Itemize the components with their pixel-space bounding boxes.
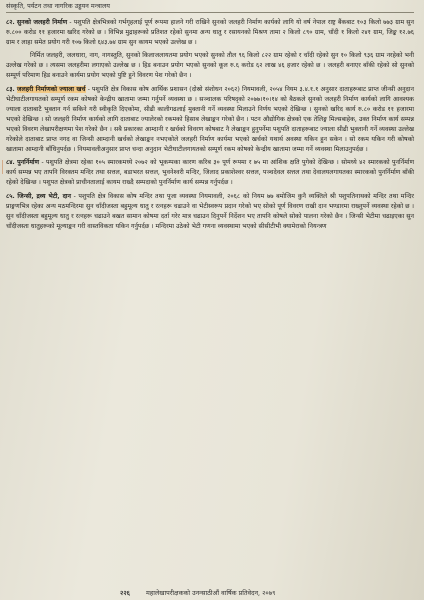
section-82-continued [6, 51, 414, 81]
section-82 [6, 18, 414, 48]
body-text [6, 18, 414, 235]
page-footer [120, 588, 404, 597]
section-number: ८३. [6, 85, 15, 93]
section-text: - पशुपति क्षेत्र विकास कोष आर्थिक प्रशासन (दोस्रो संशोधन २०६२) नियमावली, २०५४ नियम ३.४.१.१ अनुसार दाताहरूबाट प्राप्त जीन्सी अनुदान भेटीघाटीलगायतको सम्पूर्ण रकम कोषको केन्द्रीय खातामा जम्मा गर्नुपर्ने व्यवस्था छ । सञ्चालक परिषद्को २०७७।१०।१४ को बैठकले सुनको जलहरी निर्माण कार्यको लागि आवश्यक ज्याला दाताबाटै भुक्तान गर्न सकिने गरी स्वीकृति दिएकोमा, सीढी कालीगढलाई मुक्तानी गर्ने व्यवस्था मिलाउने निर्णय भएको देखिन्छ । सुनको खरिद कार्य रु.८० करोड ११ हजारमा भएको देखिन्छ । सो जलहरी निर्माण कार्यको लागि दाताबाट ज्यालेरको रकमको हिसाब लेखाङ्कन गरेको छैन । पटन औद्योगिक क्षेत्रको एक तेलिङ्ग मिल्सबाहेक, उक्त निर्माण कार्य सम्पन्न भएको विवरण लेखापरीक्षणमा पेश गरेको छैन । सबै प्रकारका आम्दानी र खर्चको विवरण कोषबाट नै लेखाङ्कन हुनुपर्नेमा पशुपति दाताहरूबाट ज्याला सीढी भुक्तानी गर्ने व्यवस्था उल्लेख गरेकोले दाताबाट प्राप्त नगद वा जिन्सी आम्दानी खर्चको लेखाङ्कन नभएकोले जलहरी निर्माण कार्यमा भएको खर्चको यथार्थ अवस्था यकिन हुन सकेन । सो रकम यकिन गरी कोषको खातामा आम्दानी बाँधिनुपर्दछ । नियमावलीअनुसार प्राप्त चन्दा अनुदान भेटीघाटीलगायतको सम्पूर्ण रकम कोषको केन्द्रीय खातामा जम्मा गर्ने व्यवस्था मिलाउनुपर्दछ । [6, 85, 414, 154]
section-text: - पशुपति क्षेत्रमा रहेका १०५ स्मारकमध्ये २०७२ को भूकम्पका कारण करिब ३० पूर्ण रूपमा र ७५ मा आंशिक क्षति पुगेको देखिन्छ । सोमध्ये ४२ स्मारकको पुनर्निर्माण कार्य सम्पन्न भए तापनि विरक्तम मन्दिर तथा सत्तल, बडाभरत सत्तल, भुवनेश्वरी मन्दिर, जिलाद प्रकाशेश्वर सत्तल, पञ्चदेवल सत्तल तथा देवालयलगायतका स्मारकको पुनर्निर्माण बाँकी रहेको देखिन्छ । पशुपत क्षेत्रको प्राचीनतालाई कायम राख्दै सम्पदाको पुनर्निर्माण कार्य सम्पन्न गर्नुपर्दछ । [6, 159, 414, 187]
section-text: - पशुपति क्षेत्रभित्रको गर्भगृहलाई पूर्ण रूपमा हालने गरी राखिने सुनको जलहरी निर्माण कार्यको लागि यो वर्ष नेपाल राष्ट्र बैंकबाट १०३ किलो ७७३ ग्राम सुन रु.८०० करोड ११ हजारमा खरिद गरेको छ । विभिन्न मुद्राहरूको प्रतिशत रहेको सुनमा अन्य धातु र रसायनको मिश्रण तामा २ किलो ८९० ग्राम, चाँदी १ किलो २४१ ग्राम, जिङ्क १२.७६ ग्राम र लाहा समेत प्रयोग गरी १०७ किलो ६४३.७४ ग्राम सुन कायम भएको उल्लेख छ । [6, 19, 414, 47]
section-number: ८२. [6, 19, 15, 26]
section-84 [6, 158, 414, 188]
running-head: संस्कृति, पर्यटन तथा नागरिक उड्डयन मन्त्रालय [6, 2, 414, 13]
section-text: निर्मित जलहरी, जलधारा, नाग, नागस्तुति, सुनको किलाजलायतमा प्रयोग भएको सुनको तौल ९६ किलो ८२२ ग्राम रहेको र चाँदी रहेको सुन १० किलो ९३६ ग्राम नरहेको भनी उल्लेख गरेको छ । त्यसमा जलहरीमा लगाएको उल्लेख छ । हिड बनाउन प्रयोग भएको सुनको कूल रु.६ करोड ६२ लाख ४६ हजार रहेको छ । जलहरी बनाएर बाँकी रहेको सो सुनको सम्पूर्ण परिमाण हिड बनाउने कार्यमा प्रयोग भएको पुष्टि हुने विवरण पेश गरेको छैन । [6, 52, 414, 80]
section-heading-highlighted: जलहरी निर्माणको ज्याला खर्च [16, 85, 86, 93]
section-number: ८४. [6, 159, 15, 167]
footer-title: महालेखापरीक्षकको उनन्साठीऔं वार्षिक प्रतिवेदन, २०७९ [146, 589, 276, 597]
section-number: ८५. [6, 192, 15, 200]
section-heading: जिन्सी, द्रव्य भेटी, दान [17, 192, 71, 200]
section-heading: पुनर्निर्माण [17, 159, 40, 167]
page-number: २२६ [120, 589, 130, 597]
section-text: - पशुपति क्षेत्र विकास कोष मन्दिर तथा पूजा व्यवस्था नियमावली, २०६८ को नियम ७७ बमोजिम कुनै व्यक्तिले श्री पशुपतिनाथको मन्दिर तथा मन्दिर प्राङ्गणभित्र रहेका अन्य मठमन्दिरमा सुन चाँदीजस्ता बहुमूल्य धातु र रत्नहरू चढाउने वा भेटीस्वरूप प्रदान गरेको भए सोको पूर्ण विवरण राखी दान भण्डारमा राख्नुपर्ने व्यवस्था रहेको छ । सुन चाँदीजस्ता बहुमूल्य धातु र रत्नहरू चढाउने बखत सामान कोषमा दर्ता गरेर मात्र चढाउन दिनुपर्ने निर्देशन भए तापनि कोषले सोको पालना गरेको छैन । जिन्सी भेटीमा चढाइएका सुन चाँदीजस्ता धातुहरूको मूल्याङ्कन गरी वास्तविकता यकिन गर्नुपर्दछ । मन्दिरमा उठेको भेटी गणना व्यवस्थामा भएको सीसीटीभी क्यामेराको नियन्त्रण [6, 192, 414, 230]
section-heading: सुनको जलहरी निर्माण [16, 19, 68, 26]
section-83 [6, 85, 414, 156]
section-85 [6, 192, 414, 232]
